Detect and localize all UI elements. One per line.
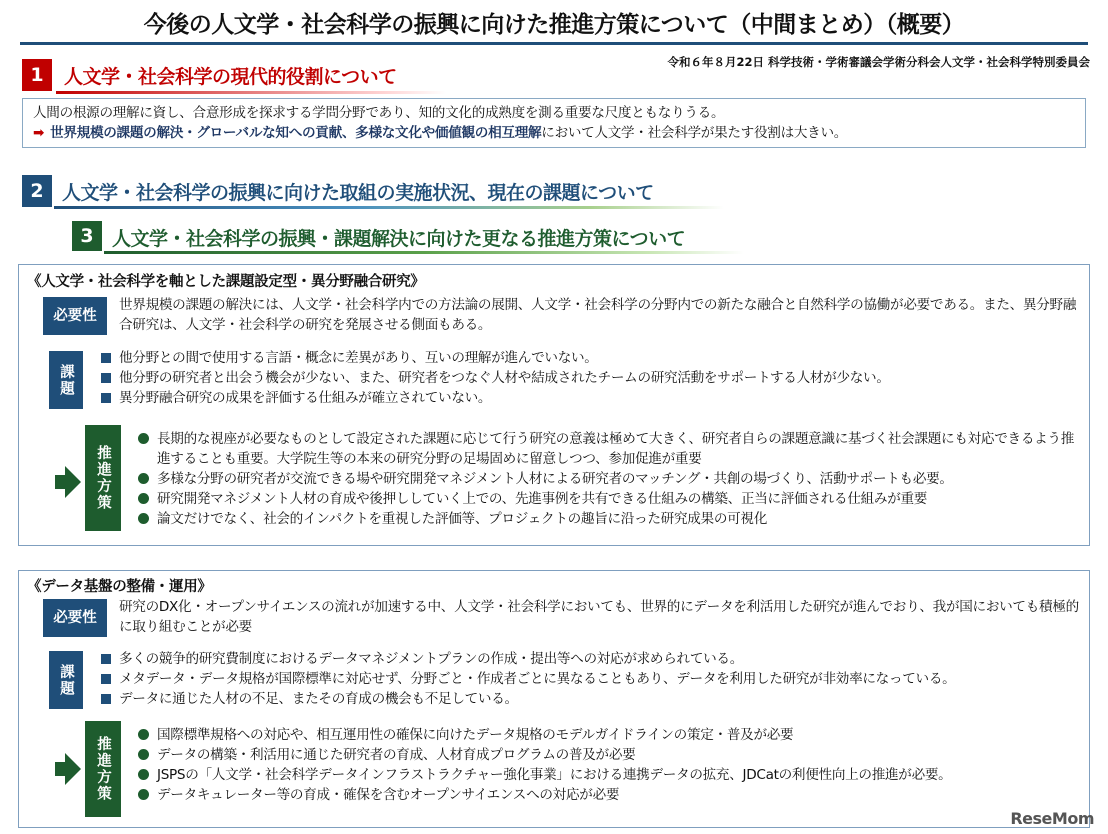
list-item: JSPSの「人文学・社会科学データインフラストラクチャー強化事業」における連携データの拡充、JDCatの利便性向上の推進が必要。 [137, 765, 1085, 785]
list-item: 研究開発マネジメント人材の育成や後押ししていく上での、先進事例を共有できる仕組みの構築、正当に評価される仕組みが重要 [137, 489, 1085, 509]
section1-line2-bold: 世界規模の課題の解決・グローバルな知への貢献、多様な文化や価値観の相互理解 [50, 125, 542, 141]
square-bullet-icon [101, 694, 111, 704]
list-item: 長期的な視座が必要なものとして設定された課題に応じて行う研究の意義は極めて大きく、研究者自らの課題意識に基づく社会課題にも対応できるよう推進することも重要。大学院生等の本来の研究分野の足場固めに留意しつつ、参加促進が重要 [137, 429, 1085, 469]
section1-title: 人文学・社会科学の現代的役割について [64, 66, 397, 88]
list-item: 多様な分野の研究者が交流できる場や研究開発マネジメント人材による研究者のマッチング・共創の場づくり、活動サポートも必要。 [137, 469, 1085, 489]
circle-bullet-icon [138, 769, 149, 780]
panel2-need-tag: 必要性 [43, 599, 107, 637]
list-item: データの構築・利活用に通じた研究者の育成、人材育成プログラムの普及が必要 [137, 745, 1085, 765]
section2-underline [54, 206, 724, 209]
circle-bullet-icon [138, 729, 149, 740]
panel2-issue-list [99, 649, 1084, 709]
circle-bullet-icon [138, 433, 149, 444]
section1-number: 1 [22, 59, 52, 91]
list-item: 多くの競争的研究費制度におけるデータマネジメントプランの作成・提出等への対応が求められている。 [99, 649, 1084, 669]
square-bullet-icon [101, 373, 111, 383]
circle-bullet-icon [138, 749, 149, 760]
circle-bullet-icon [138, 493, 149, 504]
square-bullet-icon [101, 393, 111, 403]
section3-number: 3 [72, 221, 102, 251]
panel2-promo-list [137, 725, 1085, 805]
list-item: 他分野との間で使用する言語・概念に差異があり、互いの理解が進んでいない。 [99, 348, 1084, 368]
resemom-watermark-logo: ReseMom [1010, 809, 1094, 828]
panel1-title: 《人文学・社会科学を軸とした課題設定型・異分野融合研究》 [27, 274, 425, 290]
panel-interdisciplinary-research [18, 264, 1090, 546]
panel2-title: 《データ基盤の整備・運用》 [27, 579, 212, 595]
section1-line1: 人間の根源の理解に資し、合意形成を探求する学問分野であり、知的文化的成熟度を測る重要な尺度ともなりうる。 [33, 105, 725, 121]
right-arrow-icon: ➡ [33, 125, 45, 141]
section1-line2-rest: において人文学・社会科学が果たす役割は大きい。 [541, 125, 848, 141]
panel1-arrow-icon [55, 466, 81, 498]
panel1-promo-list [137, 429, 1085, 529]
circle-bullet-icon [138, 473, 149, 484]
panel2-need-text: 研究のDX化・オープンサイエンスの流れが加速する中、人文学・社会科学においても、世界的にデータを利活用した研究が進んでおり、我が国においても積極的に取り組むことが必要 [119, 599, 1079, 635]
panel2-issue-tag: 課題 [49, 651, 83, 709]
date-committee-line: 令和６年８月22日 科学技術・学術審議会学術分科会人文学・社会科学特別委員会 [667, 55, 1090, 69]
list-item: メタデータ・データ規格が国際標準に対応せず、分野ごと・作成者ごとに異なることもあり、データを利用した研究が非効率になっている。 [99, 669, 1084, 689]
circle-bullet-icon [138, 789, 149, 800]
panel1-need-text: 世界規模の課題の解決には、人文学・社会科学内での方法論の展開、人文学・社会科学の分野内での新たな融合と自然科学の協働が必要である。また、異分野融合研究は、人文学・社会科学の研究を発展させる側面もある。 [119, 297, 1077, 333]
panel1-need-tag: 必要性 [43, 297, 107, 335]
panel2-promo-tag: 推進方策 [85, 721, 121, 817]
list-item: 論文だけでなく、社会的インパクトを重視した評価等、プロジェクトの趣旨に沿った研究成果の可視化 [137, 509, 1085, 529]
panel-data-infrastructure [18, 570, 1090, 828]
list-item: データに通じた人材の不足、またその育成の機会も不足している。 [99, 689, 1084, 709]
list-item: 他分野の研究者と出会う機会が少ない、また、研究者をつなぐ人材や結成されたチームの研究活動をサポートする人材が少ない。 [99, 368, 1084, 388]
list-item: 異分野融合研究の成果を評価する仕組みが確立されていない。 [99, 388, 1084, 408]
section1-underline [56, 91, 446, 94]
list-item: データキュレーター等の育成・確保を含むオープンサイエンスへの対応が必要 [137, 785, 1085, 805]
panel1-promo-tag: 推進方策 [85, 425, 121, 531]
panel1-issue-list [99, 348, 1084, 408]
panel1-issue-tag: 課題 [49, 351, 83, 409]
section3-title: 人文学・社会科学の振興・課題解決に向けた更なる推進方策について [112, 228, 686, 250]
section1-summary-box [22, 98, 1086, 148]
section2-number: 2 [22, 175, 52, 207]
circle-bullet-icon [138, 513, 149, 524]
section2-title: 人文学・社会科学の振興に向けた取組の実施状況、現在の課題について [62, 182, 654, 204]
panel2-arrow-icon [55, 753, 81, 785]
section3-underline [104, 251, 744, 254]
square-bullet-icon [101, 674, 111, 684]
square-bullet-icon [101, 353, 111, 363]
list-item: 国際標準規格への対応や、相互運用性の確保に向けたデータ規格のモデルガイドラインの策定・普及が必要 [137, 725, 1085, 745]
title-rule [20, 42, 1088, 45]
page-title: 今後の人文学・社会科学の振興に向けた推進方策について（中間まとめ）（概要） [143, 12, 965, 38]
square-bullet-icon [101, 654, 111, 664]
section1-line2 [33, 123, 1075, 143]
